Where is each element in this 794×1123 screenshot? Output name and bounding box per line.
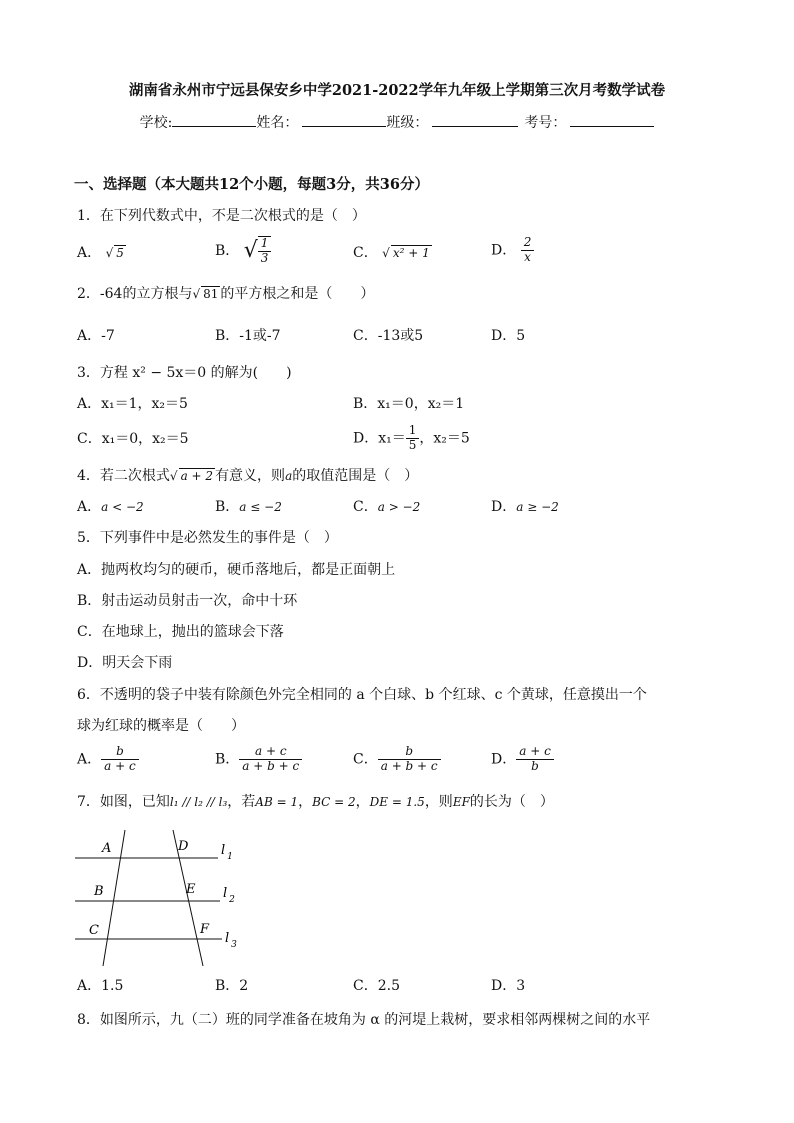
q8-stem: 8．如图所示，九（二）班的同学准备在坡角为 α 的河堤上栽树，要求相邻两棵树之间的水平 — [77, 1012, 651, 1028]
q2-option-b: B．-1或-7 — [215, 328, 281, 344]
q7-option-c: C．2.5 — [353, 978, 400, 994]
class-label: 班级： — [386, 115, 429, 131]
q4-sqrt: √ a + 2 — [169, 469, 214, 483]
q1-d-fraction: $\frac{2}{x}$ — [521, 236, 535, 265]
label-B: B — [94, 884, 104, 899]
section-heading: 一、选择题（本大题共12个小题，每题3分，共36分） — [74, 176, 429, 193]
label-l3: l $_3$ — [225, 931, 237, 950]
q4-option-d: D．a ≥ −2 — [491, 499, 559, 515]
q7-option-d: D．3 — [491, 978, 526, 994]
q2-option-c: C．-13或5 — [353, 328, 424, 344]
q1-option-a — [77, 246, 126, 260]
q6-option-a: A． $\frac{b}{a + c}$ — [77, 745, 139, 774]
q7-figure — [70, 826, 250, 971]
school-blank — [172, 114, 256, 127]
q5-option-b: B．射击运动员射击一次，命中十环 — [77, 593, 298, 609]
school-label: 学校: — [139, 115, 173, 131]
q6-option-b: B． $\frac{a + c}{a + b + c}$ — [215, 745, 302, 774]
q1-option-b: B． √ $\frac{1}{3}$ — [215, 236, 271, 266]
label-l1: l $_1$ — [221, 843, 233, 862]
q1-d-label: D． — [491, 242, 517, 259]
exam-no-blank — [570, 114, 654, 127]
q4-option-c: C．a > −2 — [353, 499, 421, 515]
q7-option-b: B．2 — [215, 978, 249, 994]
q6-c-fraction: $\frac{b}{a + b + c}$ — [378, 745, 441, 774]
q2-option-a: A．-7 — [77, 328, 115, 344]
label-A: A — [102, 841, 112, 856]
q6-option-d: D． $\frac{a + c}{b}$ — [491, 745, 554, 774]
q5-stem: 5．下列事件中是必然发生的事件是（ ） — [77, 530, 338, 546]
q2-sqrt: √ 81 — [192, 287, 219, 301]
q3-stem: 3．方程 x² − 5x＝0 的解为( ) — [77, 365, 292, 381]
q3-option-b: B．x₁＝0，x₂＝1 — [353, 396, 465, 412]
q7-option-a: A．1.5 — [77, 978, 124, 994]
class-blank — [432, 114, 518, 127]
q3-option-a: A．x₁＝1，x₂＝5 — [77, 396, 188, 412]
q2-option-d: D．5 — [491, 328, 526, 344]
exam-title: 湖南省永州市宁远县保安乡中学2021-2022学年九年级上学期第三次月考数学试卷 — [128, 82, 666, 99]
q3-option-d: D．x₁＝ $\frac{1}{5}$ ，x₂＝5 — [353, 423, 470, 452]
student-info-line — [0, 114, 794, 130]
q6-option-c: C． $\frac{b}{a + b + c}$ — [353, 745, 441, 774]
q1-c-radicand: x² + 1 — [392, 246, 430, 260]
q1-option-d — [491, 236, 534, 265]
q1-a-label: A． — [77, 245, 102, 261]
q1-c-label: C． — [353, 245, 378, 261]
q5-option-a: A．抛两枚均匀的硬币，硬币落地后，都是正面朝上 — [77, 562, 396, 578]
label-F: F — [200, 922, 210, 937]
name-blank — [302, 114, 386, 127]
label-D: D — [178, 839, 189, 854]
q1-b-fraction: $\frac{1}{3}$ — [258, 236, 272, 266]
q6-a-fraction: $\frac{b}{a + c}$ — [101, 745, 139, 774]
q1-c-sqrt: √ x² + 1 — [382, 246, 430, 260]
exam-no-label: 考号： — [524, 115, 567, 131]
label-l2: l $_2$ — [223, 886, 235, 905]
q5-option-d: D．明天会下雨 — [77, 655, 173, 671]
q4-option-b: B．a ≤ −2 — [215, 499, 282, 515]
q3-d-fraction: $\frac{1}{5}$ — [406, 424, 420, 453]
name-label: 姓名： — [256, 115, 299, 131]
q1-a-sqrt: √ 5 — [105, 246, 124, 260]
q6-stem-line2: 球为红球的概率是（ ） — [77, 718, 245, 734]
q2-stem: 2．-64的立方根与√ 81 的平方根之和是（ ） — [77, 286, 375, 302]
q4-option-a: A．a < −2 — [77, 499, 144, 515]
q5-option-c: C．在地球上，抛出的篮球会下落 — [77, 624, 284, 640]
label-E: E — [186, 882, 196, 897]
q3-option-c: C．x₁＝0，x₂＝5 — [77, 431, 189, 447]
q1-a-radicand: 5 — [116, 246, 124, 260]
q6-b-fraction: $\frac{a + c}{a + b + c}$ — [239, 745, 302, 774]
q1-b-label: B． — [215, 242, 240, 259]
label-C: C — [89, 923, 99, 938]
q7-stem: 7．如图，已知l₁ // l₂ // l₃，若AB = 1，BC = 2，DE = 1.5，则EF的长为（ ） — [77, 794, 554, 810]
q1-stem: 1．在下列代数式中，不是二次根式的是（ ） — [77, 208, 366, 224]
q6-d-fraction: $\frac{a + c}{b}$ — [516, 745, 554, 774]
q6-stem-line1: 6．不透明的袋子中装有除颜色外完全相同的 a 个白球、b 个红球、c 个黄球，任意摸出一个 — [77, 687, 647, 703]
q4-stem: 4．若二次根式√ a + 2 有意义，则a的取值范围是（ ） — [77, 468, 419, 484]
q1-option-c — [353, 246, 432, 260]
